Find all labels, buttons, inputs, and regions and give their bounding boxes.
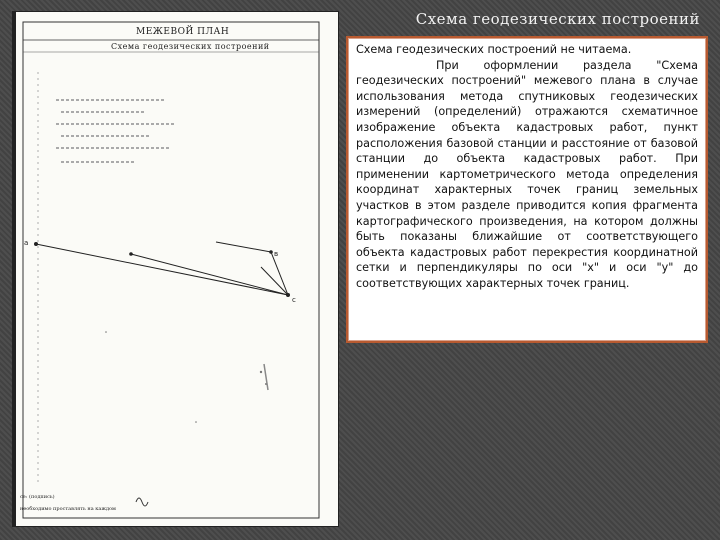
scan-footer-line: се: (подпись) [20,494,55,500]
scanned-document-image [13,12,338,526]
description-line1: Схема геодезических построений не читаема. [356,43,632,56]
slide-title: Схема геодезических построений [415,10,700,28]
point-label: в [274,250,279,258]
scan-header-title: МЕЖЕВОЙ ПЛАН [136,27,230,37]
description-body: При оформлении раздела "Схема геодезических построений" межевого плана в случае использования метода спутниковых геодезических измерений (определений) отражаются схематичное изображение объекта кадастровых работ, пункт расположения базовой станции и расстояние от базовой станции до объекта кадастровых работ. При применении картометрического метода определения координат характерных точек границ земельных участков в этом разделе приводится копия фрагмента картографического произведения, на котором должны быть показаны ближайшие от соответствующего объекта кадастровых работ перекрестия координатной сетки и перпендикуляры по оси "х" и оси "у" до соответствующих характерных точек границ. [356,58,698,290]
point-label: а [24,239,29,247]
scan-section-title: Схема геодезических построений [111,42,270,51]
point-label: с [292,296,296,304]
description-textbox [346,36,708,343]
scan-footer-line: необходимо проставлять на каждом [20,506,116,512]
scanned-sketch [16,12,338,526]
